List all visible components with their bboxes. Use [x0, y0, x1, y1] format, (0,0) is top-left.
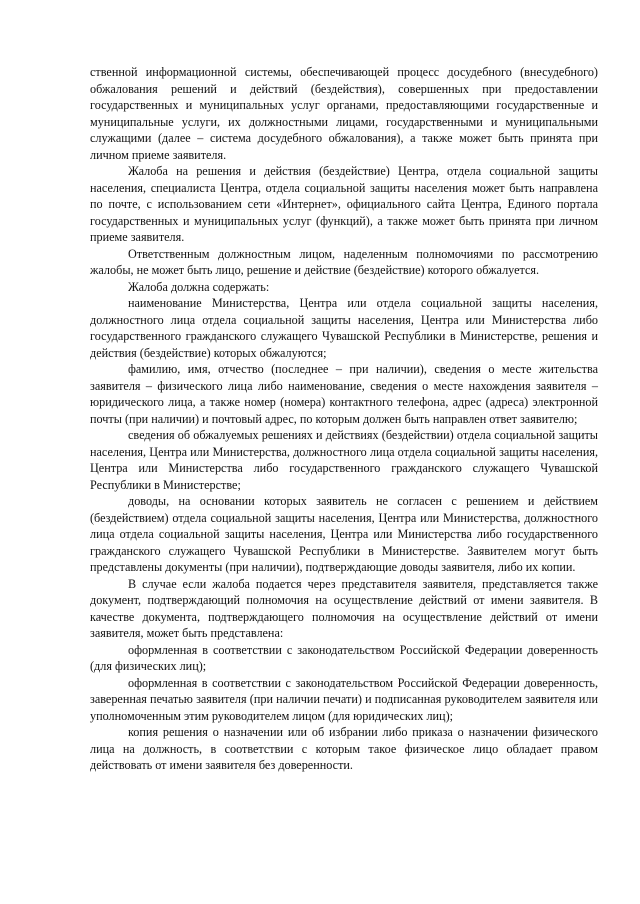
paragraph-representative: В случае если жалоба подается через представителя заявителя, представляется также документ, подтверждающий полномочия на осуществление действий от имени заявителя. В качестве документа, подтверждающего полномочия на осуществление действий от имени заявителя, может быть представлена:: [90, 576, 598, 640]
paragraph-complaint-contents: Жалоба должна содержать:: [128, 279, 270, 294]
paragraph-complaint-channels: Жалоба на решения и действия (бездействие) Центра, отдела социальной защиты населения, специалиста Центра, отдела социальной защиты населения может быть направлена по почте, с использованием сети «Интернет», официального сайта Центра, Единого портала государственных и муниципальных услуг (функций), а также может быть принята при личном приеме заявителя.: [90, 164, 598, 244]
paragraph-option-appointment: копия решения о назначении или об избрании либо приказа о назначении физического лица на должность, в соответствии с которым такое физическое лицо обладает правом действовать от имени заявителя без доверенности.: [90, 725, 598, 772]
paragraph-item-arguments: доводы, на основании которых заявитель не согласен с решением и действием (бездействием) отдела социальной защиты населения, Центра или Министерства, должностного лица отдела социальной защиты населения, Центра или Министерства либо государственного гражданского служащего Чувашской Республики в Министерстве. Заявителем могут быть представлены документы (при наличии), подтверждающие доводы заявителя, либо их копии.: [90, 494, 598, 574]
paragraph-responsible-official: Ответственным должностным лицом, наделенным полномочиями по рассмотрению жалобы, не может быть лицо, решение и действие (бездействие) которого обжалуется.: [90, 246, 598, 277]
paragraph-item-applicant-info: фамилию, имя, отчество (последнее – при наличии), сведения о месте жительства заявителя – физического лица либо наименование, сведения о месте нахождения заявителя – юридического лица, а также номер (номера) контактного телефона, адрес (адреса) электронной почты (при наличии) и почтовый адрес, по которым должен быть направлен ответ заявителю;: [90, 362, 598, 426]
paragraph-continuation: ственной информационной системы, обеспечивающей процесс досудебного (внесудебного) обжалования решений и действий (бездействия), совершенных при предоставлении государственных и муниципальных услуг органами, предоставляющими государственные и муниципальные услуги, их должностными лицами, государственными и муниципальными служащими (далее – система досудебного обжалования), а также может быть принята при личном приеме заявителя.: [90, 65, 598, 162]
paragraph-option-legal-entities: оформленная в соответствии с законодательством Российской Федерации доверенность, заверенная печатью заявителя (при наличии печати) и подписанная руководителем заявителя или уполномоченным этим руководителем лицом (для юридических лиц);: [90, 675, 598, 723]
paragraph-item-decisions: сведения об обжалуемых решениях и действиях (бездействии) отдела социальной защиты населения, Центра или Министерства, должностного лица отдела социальной защиты населения, Центра или Министерства либо государственного гражданского служащего Чувашской Республики в Министерстве;: [90, 428, 598, 492]
paragraph-item-name: наименование Министерства, Центра или отдела социальной защиты населения, должностного лица отдела социальной защиты населения, Центра или Министерства либо государственного гражданского служащего Чувашской Республики в Министерстве, решения и действия (бездействие) которых обжалуются;: [90, 296, 598, 360]
document-page: [90, 64, 598, 774]
paragraph-option-individuals: оформленная в соответствии с законодательством Российской Федерации доверенность (для физических лиц);: [90, 642, 598, 673]
